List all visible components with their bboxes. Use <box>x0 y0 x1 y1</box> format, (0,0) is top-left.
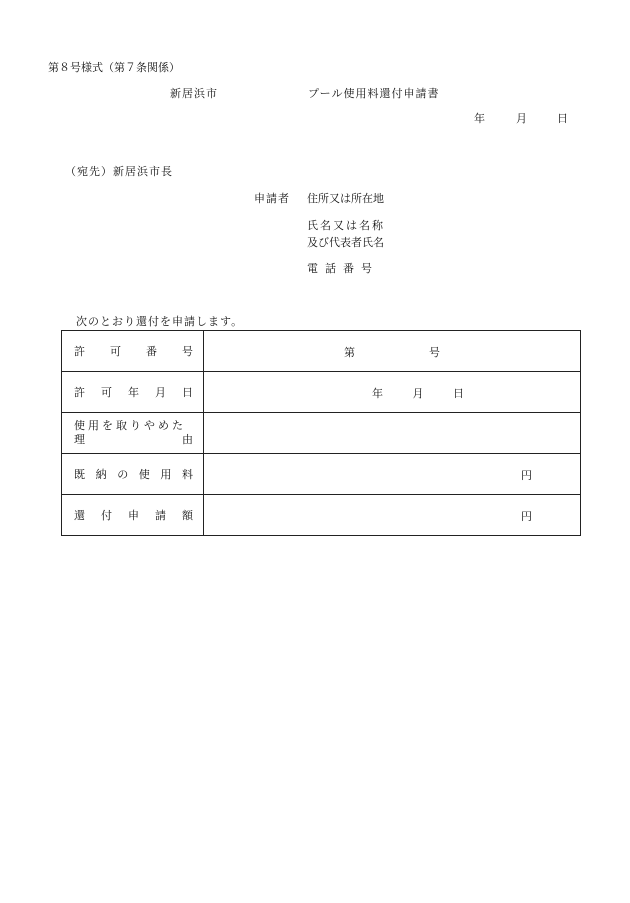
label-char: 既 <box>74 468 85 481</box>
label-char: の <box>117 468 129 481</box>
label-char: 月 <box>155 386 166 399</box>
city-name: 新居浜市 <box>170 87 218 100</box>
date-day: 日 <box>557 112 568 125</box>
label-char: 番 <box>146 345 157 358</box>
label-char: 付 <box>101 509 112 522</box>
label-char: 年 <box>128 386 139 399</box>
refund-amount-unit: 円 <box>521 510 532 523</box>
label-char: 請 <box>155 509 166 522</box>
applicant-label: 申請者 <box>254 192 290 205</box>
form-number: 第８号様式（第７条関係） <box>48 61 180 74</box>
permit-date-field[interactable] <box>204 372 581 413</box>
table-row-permit-date <box>62 372 581 413</box>
table-row-paid-fee <box>62 454 581 495</box>
page-title: プール使用料還付申請書 <box>308 87 440 100</box>
label-cell <box>62 495 204 536</box>
permit-date-day: 日 <box>453 387 464 400</box>
label-char: 用 <box>160 468 172 481</box>
table-row-refund-amount <box>62 495 581 536</box>
table-row-cancel-reason <box>62 413 581 454</box>
applicant-address-label: 住所又は所在地 <box>307 192 384 205</box>
label-char: 額 <box>182 509 193 522</box>
applicant-phone-label: 電話番号 <box>307 262 379 275</box>
date-year: 年 <box>474 112 485 125</box>
label-cell <box>62 413 204 454</box>
intro-text: 次のとおり還付を申請します。 <box>76 315 244 328</box>
label-cell <box>62 372 204 413</box>
label-char: 号 <box>182 345 193 358</box>
refund-amount-label <box>74 507 193 523</box>
paid-fee-unit: 円 <box>521 469 532 482</box>
label-char: 納 <box>95 468 107 481</box>
applicant-name-label-1: 氏名又は名称 <box>307 219 385 232</box>
label-char: 使 <box>138 468 150 481</box>
refund-table <box>61 330 581 536</box>
permit-date-month: 月 <box>412 387 424 400</box>
permit-number-prefix: 第 <box>344 346 355 359</box>
label-char: 許 <box>74 386 85 399</box>
label-char: 申 <box>128 509 139 522</box>
cancel-reason-field[interactable] <box>204 413 581 454</box>
label-char: 可 <box>101 386 112 399</box>
applicant-name-label-2: 及び代表者氏名 <box>307 236 384 249</box>
label-char: 料 <box>181 468 193 481</box>
permit-number-label <box>74 343 193 359</box>
refund-amount-field[interactable] <box>204 495 581 536</box>
label-char: 還 <box>74 509 85 522</box>
label-char: 日 <box>182 386 193 399</box>
permit-number-field[interactable] <box>204 331 581 372</box>
permit-date-year: 年 <box>372 387 383 400</box>
paid-fee-field[interactable] <box>204 454 581 495</box>
addressee: （宛先）新居浜市長 <box>65 165 173 178</box>
label-char: 許 <box>74 345 85 358</box>
paid-fee-label <box>74 466 193 482</box>
permit-number-suffix: 号 <box>429 346 440 359</box>
cancel-reason-label: 使用を取りやめた 理 由 <box>74 419 193 446</box>
date-month: 月 <box>516 112 527 125</box>
label-char: 可 <box>110 345 121 358</box>
label-cell <box>62 331 204 372</box>
label-cell <box>62 454 204 495</box>
permit-date-label <box>74 384 193 400</box>
table-row-permit-number <box>62 331 581 372</box>
